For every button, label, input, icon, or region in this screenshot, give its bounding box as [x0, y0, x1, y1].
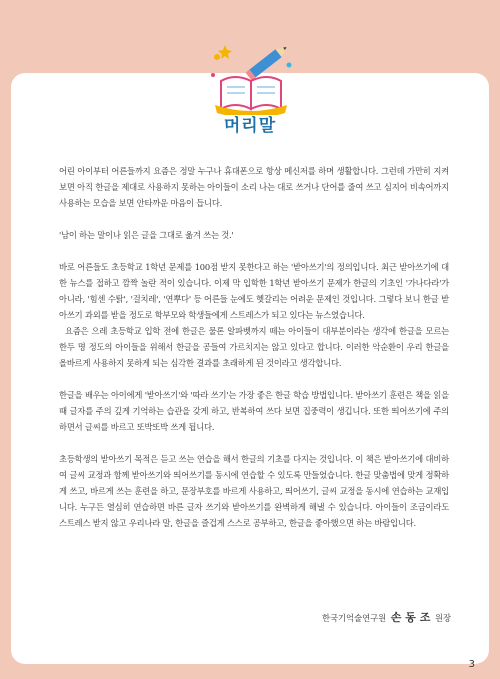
paragraph-4: 한글을 배우는 아이에게 '받아쓰기'와 '따라 쓰기'는 가장 좋은 한글 학습 방법입니다. 받아쓰기 훈련은 책을 읽을 때 글자를 주의 깊게 기억하는 습관을 갖게 하고, 반복하여 쓰다 보면 집중력이 생깁니다. 또한 띄어쓰기에 주의하면서 글씨를 바르고 또박또박 쓰게 됩니다. [59, 390, 449, 432]
page [11, 13, 489, 670]
signature-org: 한국기억술연구원 [322, 613, 387, 623]
paragraph-2: 바로 어른들도 초등학교 1학년 문제를 100점 받지 못한다고 하는 '받아쓰기'의 정의입니다. 최근 받아쓰기에 대한 뉴스를 접하고 깜짝 놀란 적이 있습니다. 이제 막 입학한 1학년 받아쓰기 문제가 한글의 기초인 '가나다라'가 아니라, '힘센 수탉', '걸치레', '연뿌다' 등 어른들 눈에도 헷갈리는 어려운 문제인 것입니다. 그렇다 보니 한글 받아쓰기 과외를 받을 정도로 학부모와 학생들에게 스트레스가 되고 있다는 뉴스였습니다. [59, 262, 449, 320]
signature-title: 원장 [434, 613, 451, 623]
signature-name: 손 동 조 [390, 611, 431, 624]
paragraph-3: 요즘은 으레 초등학교 입학 전에 한글은 물론 알파벳까지 떼는 아이들이 대부분이라는 생각에 한글을 모르는 한두 명 정도의 아이들을 위해서 한글을 공들여 가르치지는 않고 있다고 합니다. 이러한 악순환이 우리 한글을 올바르게 사용하지 못하게 되는 심각한 결과를 초래하게 된 것이라고 생각합니다. [59, 326, 449, 368]
paragraph-5: 초등학생의 받아쓰기 목적은 듣고 쓰는 연습을 해서 한글의 기초를 다지는 것입니다. 이 책은 받아쓰기에 대비하여 글씨 교정과 함께 받아쓰기와 띄어쓰기를 동시에 연습할 수 있도록 만들었습니다. 한글 맞춤법에 맞게 정확하게 쓰고, 바르게 쓰는 훈련을 하고, 문장부호를 바르게 사용하고, 띄어쓰기, 글씨 교정을 동시에 연습하는 교재입니다. 누구든 열심히 연습하면 바른 글자 쓰기와 받아쓰기를 완벽하게 해낼 수 있습니다. 아이들이 조금이라도 스트레스 받지 않고 우리나라 말, 한글을 즐겁게 스스로 공부하고, 한글을 좋아했으면 하는 바람입니다. [59, 454, 449, 528]
open-book-pencil-icon [205, 35, 297, 115]
preface-body [59, 163, 449, 547]
signature [322, 609, 451, 625]
paragraph-quote: '남이 하는 말이나 읽은 글을 그대로 옮겨 쓰는 것.' [59, 230, 234, 240]
page-title: 머리말 [223, 116, 277, 136]
paragraph-1: 어린 아이부터 어른들까지 요즘은 정말 누구나 휴대폰으로 항상 메신저를 하며 생활합니다. 그런데 가만히 지켜보면 아직 한글을 제대로 사용하지 못하는 아이들이 소리 나는 대로 쓰거나 단어를 줄여 쓰고 심지어 비속어까지 사용하는 모습을 보면 안타까운 마음이 듭니다. [59, 166, 449, 208]
page-number: 3 [468, 659, 475, 670]
